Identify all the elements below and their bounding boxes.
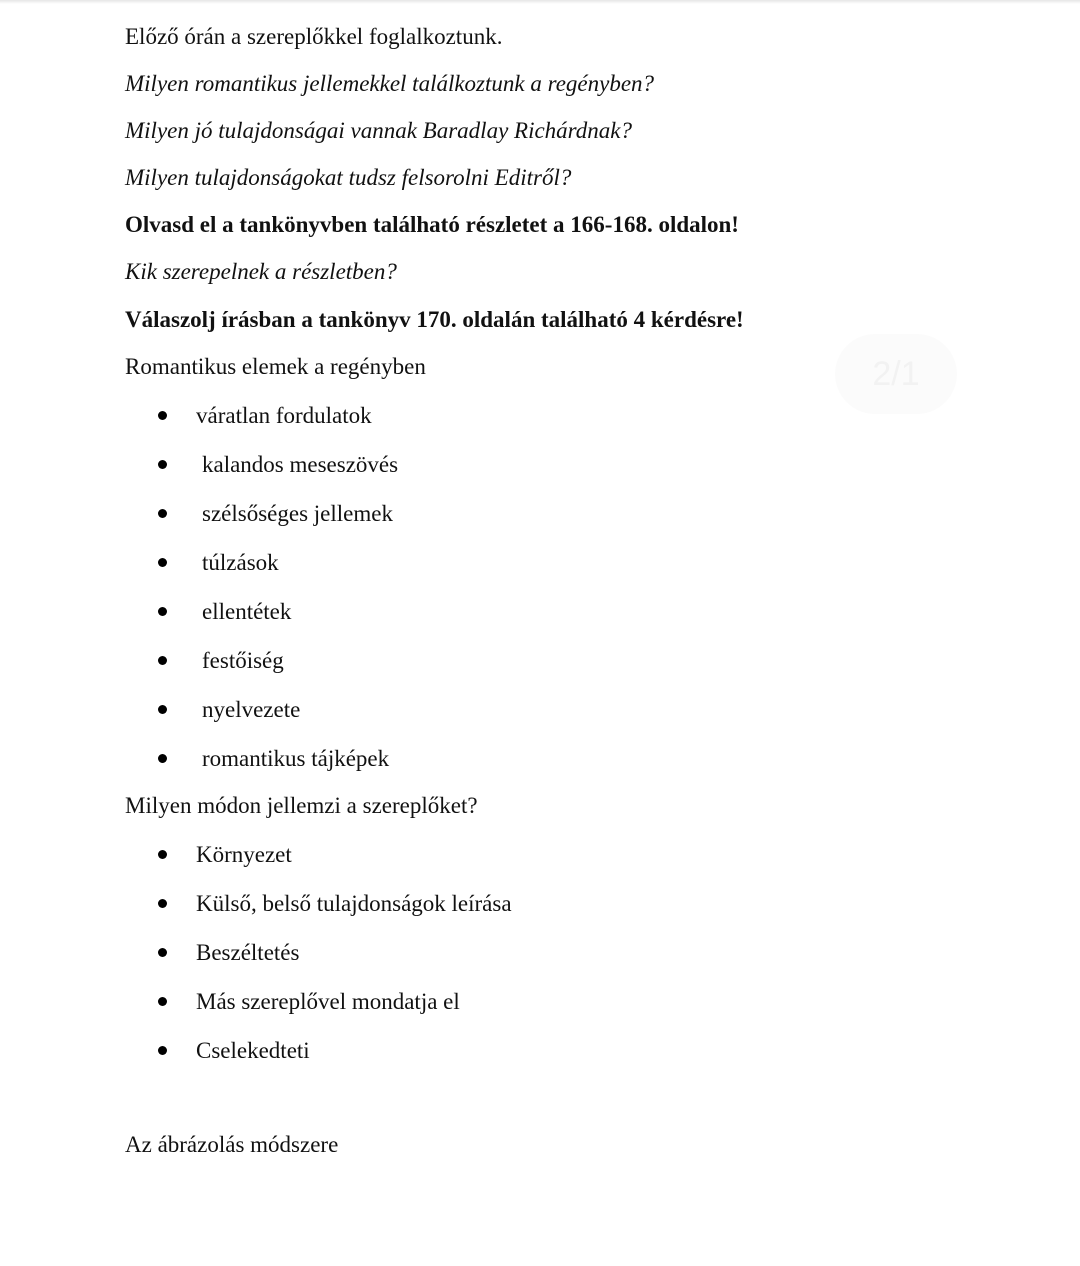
bullet-icon (158, 656, 167, 665)
bullet-icon (158, 411, 167, 420)
bullet-icon (158, 558, 167, 567)
bullet-icon (158, 460, 167, 469)
page-indicator: 2/1 (835, 334, 957, 414)
list-item: szélsőséges jellemek (202, 501, 393, 526)
list-item: túlzások (202, 550, 279, 575)
instruction-answer-questions: Válaszolj írásban a tankönyv 170. oldalán található 4 kérdésre! (125, 307, 744, 332)
bullet-icon (158, 754, 167, 763)
question-who-appears: Kik szerepelnek a részletben? (125, 259, 397, 284)
list-item: Külső, belső tulajdonságok leírása (196, 891, 512, 916)
question-romantic-characters: Milyen romantikus jellemekkel találkoztunk a regényben? (125, 71, 655, 96)
list-item: ellentétek (202, 599, 292, 624)
bullet-icon (158, 509, 167, 518)
question-richard-traits: Milyen jó tulajdonságai vannak Baradlay Richárdnak? (125, 118, 632, 143)
list-item: nyelvezete (202, 697, 301, 722)
list-item: Környezet (196, 842, 292, 867)
bullet-icon (158, 997, 167, 1006)
bullet-icon (158, 948, 167, 957)
paragraph-previous-lesson: Előző órán a szereplőkkel foglalkoztunk. (125, 24, 503, 49)
bullet-icon (158, 705, 167, 714)
heading-characterization: Milyen módon jellemzi a szereplőket? (125, 793, 478, 818)
bullet-icon (158, 899, 167, 908)
list-item: kalandos meseszövés (202, 452, 399, 477)
heading-depiction-method: Az ábrázolás módszere (125, 1132, 339, 1157)
bullet-icon (158, 607, 167, 616)
list-item: romantikus tájképek (202, 746, 390, 771)
bullet-icon (158, 850, 167, 859)
question-edit-traits: Milyen tulajdonságokat tudsz felsorolni Editről? (125, 165, 572, 190)
heading-romantic-elements: Romantikus elemek a regényben (125, 354, 426, 379)
list-item: Más szereplővel mondatja el (196, 989, 460, 1014)
instruction-read-excerpt: Olvasd el a tankönyvben található részletet a 166-168. oldalon! (125, 212, 739, 237)
list-item: festőiség (202, 648, 284, 673)
list-item: váratlan fordulatok (196, 403, 372, 428)
list-item: Beszéltetés (196, 940, 300, 965)
bullet-icon (158, 1046, 167, 1055)
list-item: Cselekedteti (196, 1038, 310, 1063)
